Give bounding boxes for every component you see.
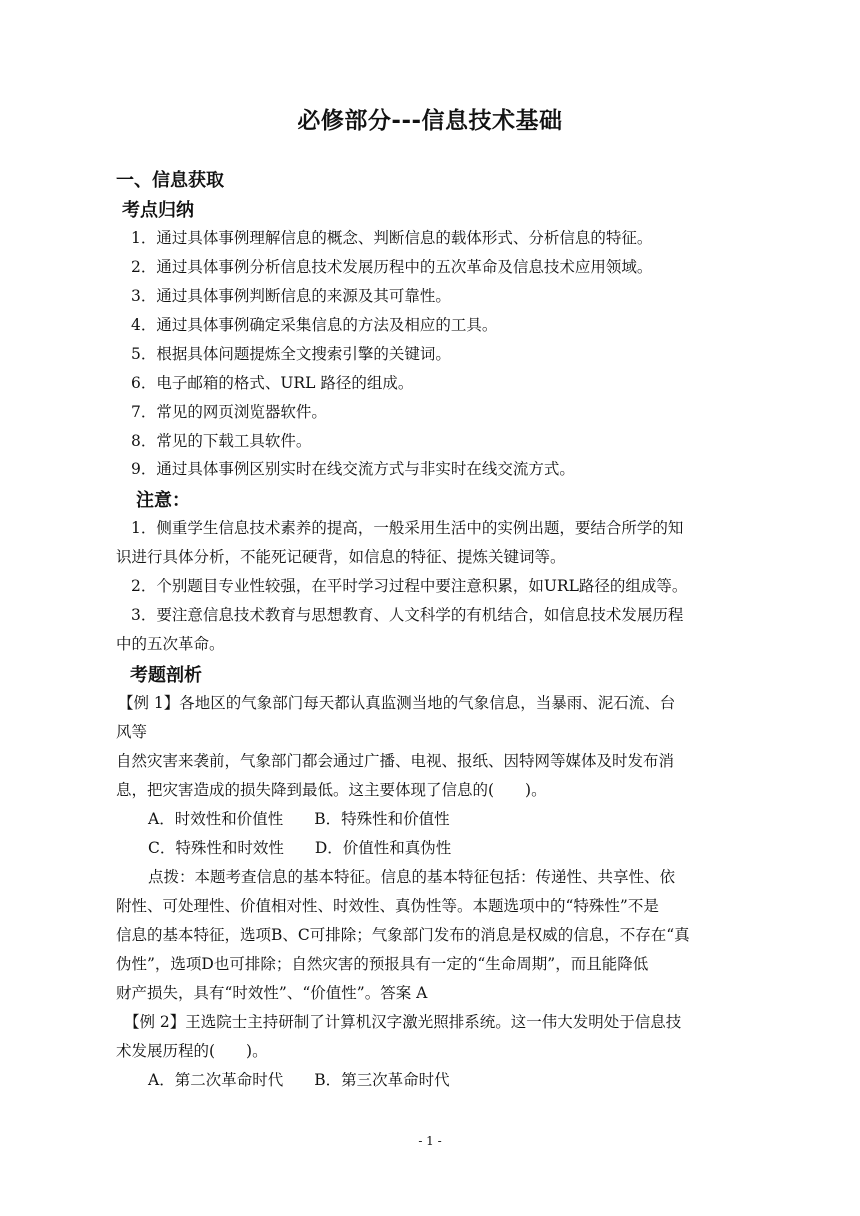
kaodian-item: 7．常见的网页浏览器软件。	[131, 403, 327, 421]
kaodian-item: 6．电子邮箱的格式、URL 路径的组成。	[131, 374, 414, 392]
page-title: 必修部分---信息技术基础	[297, 108, 563, 134]
zhuyi-line: 1．侧重学生信息技术素养的提高，一般采用生活中的实例出题，要结合所学的知	[131, 519, 684, 537]
example1-line: 风等	[116, 723, 148, 741]
example2-line: 术发展历程的( )。	[116, 1042, 268, 1060]
kaodian-item: 2．通过具体事例分析信息技术发展历程中的五次革命及信息技术应用领域。	[131, 258, 653, 276]
kaodian-heading: 考点归纳	[122, 200, 194, 221]
example1-line: 【例 1】各地区的气象部门每天都认真监测当地的气象信息，当暴雨、泥石流、台	[118, 694, 676, 712]
section-heading: 一、信息获取	[116, 170, 224, 191]
kaodian-item: 3．通过具体事例判断信息的来源及其可靠性。	[131, 287, 451, 305]
example1-line: 息，把灾害造成的损失降到最低。这主要体现了信息的( )。	[116, 781, 547, 799]
page-number: - 1 -	[418, 1134, 442, 1148]
example1-option: A．时效性和价值性 B．特殊性和价值性	[148, 810, 450, 828]
example1-option: C．特殊性和时效性 D．价值性和真伪性	[148, 839, 452, 857]
kaodian-item: 4．通过具体事例确定采集信息的方法及相应的工具。	[131, 316, 498, 334]
example1-hint: 伪性”，选项D也可排除；自然灾害的预报具有一定的“生命周期”，而且能降低	[116, 955, 649, 973]
kaodian-item: 1．通过具体事例理解信息的概念、判断信息的载体形式、分析信息的特征。	[131, 229, 653, 247]
example1-hint: 信息的基本特征，选项B、C可排除；气象部门发布的消息是权威的信息，不存在“真	[116, 926, 690, 944]
example2-option: A．第二次革命时代 B．第三次革命时代	[148, 1071, 450, 1089]
zhuyi-line: 中的五次革命。	[116, 635, 225, 653]
zhuyi-line: 3．要注意信息技术教育与思想教育、人文科学的有机结合，如信息技术发展历程	[131, 606, 684, 624]
kaodian-item: 9．通过具体事例区别实时在线交流方式与非实时在线交流方式。	[131, 460, 575, 478]
example1-line: 自然灾害来袭前，气象部门都会通过广播、电视、报纸、因特网等媒体及时发布消	[116, 752, 675, 770]
example1-hint: 财产损失，具有“时效性”、“价值性”。答案 A	[116, 984, 428, 1002]
kaodian-item: 8．常见的下载工具软件。	[131, 432, 312, 450]
kaodian-item: 5．根据具体问题提炼全文搜索引擎的关键词。	[131, 345, 451, 363]
zhuyi-heading: 注意：	[136, 490, 190, 511]
zhuyi-line: 识进行具体分析，不能死记硬背，如信息的特征、提炼关键词等。	[116, 548, 566, 566]
zhuyi-line: 2．个别题目专业性较强，在平时学习过程中要注意积累，如URL路径的组成等。	[131, 577, 688, 595]
example2-line: 【例 2】王选院士主持研制了计算机汉字激光照排系统。这一伟大发明处于信息技	[124, 1013, 682, 1031]
example1-hint: 附性、可处理性、价值相对性、时效性、真伪性等。本题选项中的“特殊性”不是	[116, 897, 659, 915]
analysis-heading: 考题剖析	[130, 665, 202, 686]
example1-hint: 点拨：本题考查信息的基本特征。信息的基本特征包括：传递性、共享性、依	[148, 868, 676, 886]
